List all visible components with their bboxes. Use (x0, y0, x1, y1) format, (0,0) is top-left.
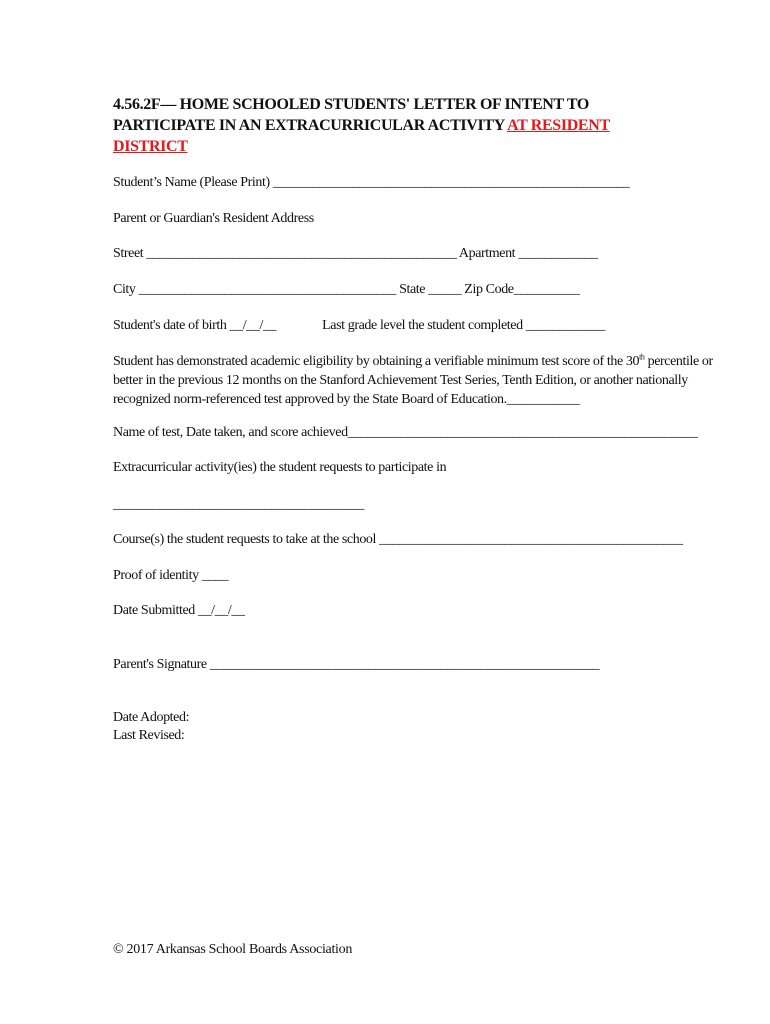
eligibility-text: Student has demonstrated academic eligibility by obtaining a verifiable minimum test score of the 30 (113, 354, 640, 369)
test-info-field[interactable]: Name of test, Date taken, and score achieved_____________________________________________________ (113, 425, 698, 440)
eligibility-superscript: th (639, 352, 645, 362)
city-state-zip-field[interactable]: City _______________________________________ State _____ Zip Code__________ (113, 282, 580, 297)
title-line-2-black: PARTICIPATE IN AN EXTRACURRICULAR ACTIVITY (113, 117, 508, 134)
title-red-district: DISTRICT (113, 138, 188, 155)
street-field[interactable]: Street _______________________________________________ Apartment ____________ (113, 246, 598, 261)
signature-field[interactable]: Parent's Signature ___________________________________________________________ (113, 657, 600, 672)
proof-of-identity-field[interactable]: Proof of identity ____ (113, 568, 229, 583)
extracurricular-field[interactable]: ______________________________________ (113, 497, 364, 512)
last-revised: Last Revised: (113, 728, 185, 743)
student-name-field[interactable]: Student’s Name (Please Print) ______________________________________________________ (113, 175, 630, 190)
copyright-footer: © 2017 Arkansas School Boards Association (113, 942, 353, 957)
dob-field[interactable]: Student's date of birth __/__/__ (113, 318, 277, 333)
date-submitted-field[interactable]: Date Submitted __/__/__ (113, 603, 245, 618)
last-grade-field[interactable]: Last grade level the student completed ____________ (322, 318, 606, 333)
eligibility-paragraph[interactable] (113, 352, 723, 409)
title-red-resident: AT RESIDENT (507, 117, 610, 134)
form-title (113, 94, 713, 157)
dob-grade-row (113, 317, 605, 335)
extracurricular-label: Extracurricular activity(ies) the student requests to participate in (113, 460, 447, 475)
title-line-1: 4.56.2F— HOME SCHOOLED STUDENTS' LETTER OF INTENT TO (113, 96, 589, 113)
courses-field[interactable]: Course(s) the student requests to take at the school ______________________________________________ (113, 532, 683, 547)
title-line-3 (113, 136, 713, 157)
address-label: Parent or Guardian's Resident Address (113, 211, 314, 226)
date-adopted: Date Adopted: (113, 710, 190, 725)
title-line-2 (113, 115, 713, 136)
eligibility-text-cont: percentile or better in the previous 12 months on the Stanford Achievement Test Series, Tenth Edition, or another nationally recognized norm-referenced test approved by the State Board of Education.___________ (113, 354, 713, 407)
